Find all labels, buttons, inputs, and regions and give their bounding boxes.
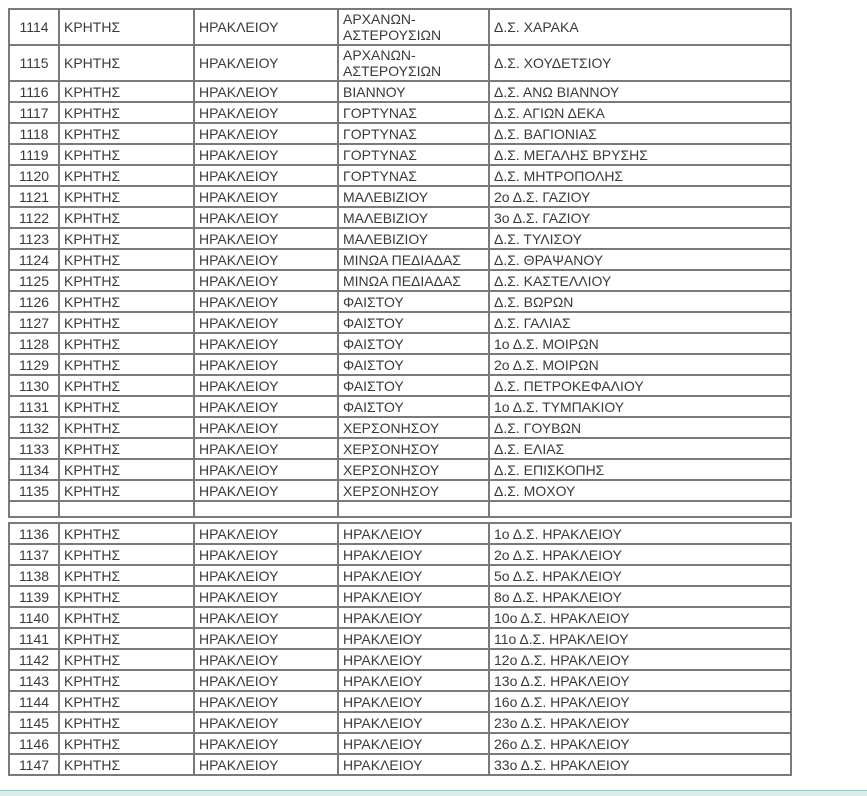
- cell-prefecture: ΗΡΑΚΛΕΙΟΥ: [194, 691, 338, 712]
- table-row: [9, 102, 791, 123]
- cell-region: ΚΡΗΤΗΣ: [59, 249, 194, 270]
- cell-region: ΚΡΗΤΗΣ: [59, 670, 194, 691]
- table-row: [9, 649, 791, 670]
- cell-municipality: ΧΕΡΣΟΝΗΣΟΥ: [338, 480, 489, 501]
- table-row: [9, 291, 791, 312]
- cell-municipality: ΜΑΛΕΒΙΖΙΟΥ: [338, 228, 489, 249]
- cell-municipality: ΗΡΑΚΛΕΙΟΥ: [338, 607, 489, 628]
- cell-prefecture: ΗΡΑΚΛΕΙΟΥ: [194, 565, 338, 586]
- table-row: [9, 45, 791, 81]
- cell-school: Δ.Σ. ΓΟΥΒΩΝ: [489, 417, 791, 438]
- table-row: [9, 165, 791, 186]
- cell-region: ΚΡΗΤΗΣ: [59, 9, 194, 45]
- table-row: [9, 754, 791, 775]
- cell-school: Δ.Σ. ΚΑΣΤΕΛΛΙΟΥ: [489, 270, 791, 291]
- cell-school: 1ο Δ.Σ. ΗΡΑΚΛΕΙΟΥ: [489, 523, 791, 544]
- cell-municipality: ΗΡΑΚΛΕΙΟΥ: [338, 628, 489, 649]
- cell-school: 5ο Δ.Σ. ΗΡΑΚΛΕΙΟΥ: [489, 565, 791, 586]
- cell-municipality: ΗΡΑΚΛΕΙΟΥ: [338, 649, 489, 670]
- cell-school: 12ο Δ.Σ. ΗΡΑΚΛΕΙΟΥ: [489, 649, 791, 670]
- cell-school: Δ.Σ. ΜΗΤΡΟΠΟΛΗΣ: [489, 165, 791, 186]
- school-table-block-1: [8, 8, 792, 518]
- cell-municipality: ΦΑΙΣΤΟΥ: [338, 354, 489, 375]
- cell-school: Δ.Σ. ΘΡΑΨΑΝΟΥ: [489, 249, 791, 270]
- cell-index: 1138: [9, 565, 59, 586]
- cell-municipality: ΜΙΝΩΑ ΠΕΔΙΑΔΑΣ: [338, 249, 489, 270]
- cell-municipality: ΗΡΑΚΛΕΙΟΥ: [338, 733, 489, 754]
- cell-prefecture: ΗΡΑΚΛΕΙΟΥ: [194, 207, 338, 228]
- cell-prefecture: ΗΡΑΚΛΕΙΟΥ: [194, 417, 338, 438]
- cell-prefecture: ΗΡΑΚΛΕΙΟΥ: [194, 165, 338, 186]
- cell-prefecture: ΗΡΑΚΛΕΙΟΥ: [194, 544, 338, 565]
- cell-school: Δ.Σ. ΤΥΛΙΣΟΥ: [489, 228, 791, 249]
- cell-index: 1121: [9, 186, 59, 207]
- cell-municipality: ΓΟΡΤΥΝΑΣ: [338, 165, 489, 186]
- cell-index: 1119: [9, 144, 59, 165]
- cell-prefecture: ΗΡΑΚΛΕΙΟΥ: [194, 649, 338, 670]
- cell-municipality: ΗΡΑΚΛΕΙΟΥ: [338, 544, 489, 565]
- cell-school: 26ο Δ.Σ. ΗΡΑΚΛΕΙΟΥ: [489, 733, 791, 754]
- cell-school: 33ο Δ.Σ. ΗΡΑΚΛΕΙΟΥ: [489, 754, 791, 775]
- cell-index: 1122: [9, 207, 59, 228]
- table-row: [9, 544, 791, 565]
- cell-index: 1120: [9, 165, 59, 186]
- cell-prefecture: ΗΡΑΚΛΕΙΟΥ: [194, 523, 338, 544]
- cell-school: 11ο Δ.Σ. ΗΡΑΚΛΕΙΟΥ: [489, 628, 791, 649]
- cell-index: 1135: [9, 480, 59, 501]
- cell-municipality: ΜΑΛΕΒΙΖΙΟΥ: [338, 207, 489, 228]
- cell-region: ΚΡΗΤΗΣ: [59, 144, 194, 165]
- cell-prefecture: ΗΡΑΚΛΕΙΟΥ: [194, 123, 338, 144]
- cell-municipality: ΑΡΧΑΝΩΝ-ΑΣΤΕΡΟΥΣΙΩΝ: [338, 9, 489, 45]
- cell-region: ΚΡΗΤΗΣ: [59, 375, 194, 396]
- cell-school: 16ο Δ.Σ. ΗΡΑΚΛΕΙΟΥ: [489, 691, 791, 712]
- cell-school: Δ.Σ. ΧΑΡΑΚΑ: [489, 9, 791, 45]
- table-row: [9, 438, 791, 459]
- cell-prefecture: ΗΡΑΚΛΕΙΟΥ: [194, 102, 338, 123]
- cell-region: ΚΡΗΤΗΣ: [59, 459, 194, 480]
- table-row: [9, 81, 791, 102]
- cell-region: [59, 501, 194, 517]
- cell-index: 1139: [9, 586, 59, 607]
- cell-municipality: ΗΡΑΚΛΕΙΟΥ: [338, 586, 489, 607]
- cell-prefecture: ΗΡΑΚΛΕΙΟΥ: [194, 480, 338, 501]
- cell-municipality: ΦΑΙΣΤΟΥ: [338, 396, 489, 417]
- cell-region: ΚΡΗΤΗΣ: [59, 754, 194, 775]
- cell-region: ΚΡΗΤΗΣ: [59, 207, 194, 228]
- cell-region: ΚΡΗΤΗΣ: [59, 607, 194, 628]
- cell-region: ΚΡΗΤΗΣ: [59, 123, 194, 144]
- cell-school: Δ.Σ. ΧΟΥΔΕΤΣΙΟΥ: [489, 45, 791, 81]
- cell-municipality: ΦΑΙΣΤΟΥ: [338, 333, 489, 354]
- cell-prefecture: ΗΡΑΚΛΕΙΟΥ: [194, 459, 338, 480]
- cell-school: 2ο Δ.Σ. ΜΟΙΡΩΝ: [489, 354, 791, 375]
- cell-school: 8ο Δ.Σ. ΗΡΑΚΛΕΙΟΥ: [489, 586, 791, 607]
- table-row: [9, 586, 791, 607]
- cell-municipality: ΦΑΙΣΤΟΥ: [338, 291, 489, 312]
- table-row: [9, 270, 791, 291]
- table-row: [9, 417, 791, 438]
- cell-region: ΚΡΗΤΗΣ: [59, 438, 194, 459]
- cell-prefecture: ΗΡΑΚΛΕΙΟΥ: [194, 249, 338, 270]
- cell-school: Δ.Σ. ΓΑΛΙΑΣ: [489, 312, 791, 333]
- cell-municipality: ΓΟΡΤΥΝΑΣ: [338, 144, 489, 165]
- page-footer-accent-bar: [0, 790, 867, 796]
- cell-municipality: ΦΑΙΣΤΟΥ: [338, 375, 489, 396]
- cell-school: Δ.Σ. ΒΑΓΙΟΝΙΑΣ: [489, 123, 791, 144]
- table-row: [9, 186, 791, 207]
- cell-index: 1144: [9, 691, 59, 712]
- cell-region: ΚΡΗΤΗΣ: [59, 165, 194, 186]
- cell-municipality: ΑΡΧΑΝΩΝ-ΑΣΤΕΡΟΥΣΙΩΝ: [338, 45, 489, 81]
- table-row: [9, 333, 791, 354]
- cell-index: 1123: [9, 228, 59, 249]
- table-row: [9, 565, 791, 586]
- cell-prefecture: ΗΡΑΚΛΕΙΟΥ: [194, 354, 338, 375]
- table-row: [9, 480, 791, 501]
- cell-index: 1124: [9, 249, 59, 270]
- cell-index: 1117: [9, 102, 59, 123]
- cell-index: 1130: [9, 375, 59, 396]
- cell-region: ΚΡΗΤΗΣ: [59, 270, 194, 291]
- cell-region: ΚΡΗΤΗΣ: [59, 712, 194, 733]
- cell-index: 1126: [9, 291, 59, 312]
- cell-school: Δ.Σ. ΑΝΩ ΒΙΑΝΝΟΥ: [489, 81, 791, 102]
- cell-municipality: ΗΡΑΚΛΕΙΟΥ: [338, 523, 489, 544]
- table-row: [9, 123, 791, 144]
- cell-prefecture: ΗΡΑΚΛΕΙΟΥ: [194, 670, 338, 691]
- cell-prefecture: ΗΡΑΚΛΕΙΟΥ: [194, 628, 338, 649]
- cell-region: ΚΡΗΤΗΣ: [59, 186, 194, 207]
- cell-municipality: ΗΡΑΚΛΕΙΟΥ: [338, 565, 489, 586]
- cell-region: ΚΡΗΤΗΣ: [59, 102, 194, 123]
- table-row: [9, 691, 791, 712]
- table-body-2: [9, 523, 791, 775]
- cell-index: 1128: [9, 333, 59, 354]
- cell-index: [9, 501, 59, 517]
- table-row: [9, 712, 791, 733]
- cell-prefecture: ΗΡΑΚΛΕΙΟΥ: [194, 144, 338, 165]
- table-row: [9, 501, 791, 517]
- table-row: [9, 228, 791, 249]
- cell-school: Δ.Σ. ΠΕΤΡΟΚΕΦΑΛΙΟΥ: [489, 375, 791, 396]
- table-row: [9, 144, 791, 165]
- cell-index: 1141: [9, 628, 59, 649]
- cell-school: [489, 501, 791, 517]
- cell-school: 3ο Δ.Σ. ΓΑΖΙΟΥ: [489, 207, 791, 228]
- cell-municipality: ΗΡΑΚΛΕΙΟΥ: [338, 691, 489, 712]
- cell-school: 2ο Δ.Σ. ΓΑΖΙΟΥ: [489, 186, 791, 207]
- cell-index: 1132: [9, 417, 59, 438]
- table-row: [9, 9, 791, 45]
- cell-municipality: [338, 501, 489, 517]
- cell-region: ΚΡΗΤΗΣ: [59, 417, 194, 438]
- table-row: [9, 375, 791, 396]
- cell-school: Δ.Σ. ΑΓΙΩΝ ΔΕΚΑ: [489, 102, 791, 123]
- cell-municipality: ΗΡΑΚΛΕΙΟΥ: [338, 670, 489, 691]
- table-row: [9, 733, 791, 754]
- cell-municipality: ΒΙΑΝΝΟΥ: [338, 81, 489, 102]
- table-row: [9, 312, 791, 333]
- table-row: [9, 396, 791, 417]
- cell-prefecture: ΗΡΑΚΛΕΙΟΥ: [194, 733, 338, 754]
- cell-index: 1116: [9, 81, 59, 102]
- cell-index: 1133: [9, 438, 59, 459]
- table-row: [9, 523, 791, 544]
- cell-region: ΚΡΗΤΗΣ: [59, 628, 194, 649]
- cell-prefecture: ΗΡΑΚΛΕΙΟΥ: [194, 228, 338, 249]
- cell-region: ΚΡΗΤΗΣ: [59, 354, 194, 375]
- cell-region: ΚΡΗΤΗΣ: [59, 396, 194, 417]
- cell-index: 1146: [9, 733, 59, 754]
- cell-municipality: ΧΕΡΣΟΝΗΣΟΥ: [338, 417, 489, 438]
- cell-municipality: ΗΡΑΚΛΕΙΟΥ: [338, 712, 489, 733]
- cell-region: ΚΡΗΤΗΣ: [59, 480, 194, 501]
- cell-municipality: ΓΟΡΤΥΝΑΣ: [338, 102, 489, 123]
- cell-municipality: ΦΑΙΣΤΟΥ: [338, 312, 489, 333]
- cell-index: 1131: [9, 396, 59, 417]
- cell-school: Δ.Σ. ΕΛΙΑΣ: [489, 438, 791, 459]
- table-row: [9, 607, 791, 628]
- cell-school: Δ.Σ. ΒΩΡΩΝ: [489, 291, 791, 312]
- cell-municipality: ΓΟΡΤΥΝΑΣ: [338, 123, 489, 144]
- cell-prefecture: ΗΡΑΚΛΕΙΟΥ: [194, 291, 338, 312]
- table-row: [9, 459, 791, 480]
- cell-school: 10ο Δ.Σ. ΗΡΑΚΛΕΙΟΥ: [489, 607, 791, 628]
- table-row: [9, 354, 791, 375]
- table-row: [9, 670, 791, 691]
- cell-region: ΚΡΗΤΗΣ: [59, 544, 194, 565]
- cell-index: 1134: [9, 459, 59, 480]
- cell-region: ΚΡΗΤΗΣ: [59, 45, 194, 81]
- cell-prefecture: ΗΡΑΚΛΕΙΟΥ: [194, 45, 338, 81]
- cell-school: Δ.Σ. ΜΟΧΟΥ: [489, 480, 791, 501]
- cell-school: 2ο Δ.Σ. ΗΡΑΚΛΕΙΟΥ: [489, 544, 791, 565]
- cell-region: ΚΡΗΤΗΣ: [59, 565, 194, 586]
- cell-prefecture: ΗΡΑΚΛΕΙΟΥ: [194, 586, 338, 607]
- cell-municipality: ΧΕΡΣΟΝΗΣΟΥ: [338, 459, 489, 480]
- cell-prefecture: ΗΡΑΚΛΕΙΟΥ: [194, 607, 338, 628]
- cell-prefecture: ΗΡΑΚΛΕΙΟΥ: [194, 754, 338, 775]
- cell-prefecture: ΗΡΑΚΛΕΙΟΥ: [194, 375, 338, 396]
- cell-school: 13ο Δ.Σ. ΗΡΑΚΛΕΙΟΥ: [489, 670, 791, 691]
- cell-region: ΚΡΗΤΗΣ: [59, 312, 194, 333]
- cell-prefecture: ΗΡΑΚΛΕΙΟΥ: [194, 9, 338, 45]
- cell-index: 1137: [9, 544, 59, 565]
- cell-school: 1ο Δ.Σ. ΤΥΜΠΑΚΙΟΥ: [489, 396, 791, 417]
- cell-index: 1127: [9, 312, 59, 333]
- school-list: [8, 8, 792, 776]
- cell-prefecture: ΗΡΑΚΛΕΙΟΥ: [194, 312, 338, 333]
- cell-index: 1125: [9, 270, 59, 291]
- cell-region: ΚΡΗΤΗΣ: [59, 81, 194, 102]
- cell-prefecture: ΗΡΑΚΛΕΙΟΥ: [194, 712, 338, 733]
- cell-region: ΚΡΗΤΗΣ: [59, 733, 194, 754]
- cell-prefecture: ΗΡΑΚΛΕΙΟΥ: [194, 333, 338, 354]
- table-body-1: [9, 9, 791, 517]
- cell-region: ΚΡΗΤΗΣ: [59, 291, 194, 312]
- cell-prefecture: [194, 501, 338, 517]
- cell-index: 1118: [9, 123, 59, 144]
- cell-region: ΚΡΗΤΗΣ: [59, 333, 194, 354]
- cell-index: 1129: [9, 354, 59, 375]
- cell-school: 23ο Δ.Σ. ΗΡΑΚΛΕΙΟΥ: [489, 712, 791, 733]
- cell-index: 1142: [9, 649, 59, 670]
- cell-school: Δ.Σ. ΕΠΙΣΚΟΠΗΣ: [489, 459, 791, 480]
- cell-index: 1147: [9, 754, 59, 775]
- cell-region: ΚΡΗΤΗΣ: [59, 523, 194, 544]
- cell-index: 1143: [9, 670, 59, 691]
- school-table-block-2: [8, 522, 792, 776]
- table-row: [9, 249, 791, 270]
- cell-school: 1ο Δ.Σ. ΜΟΙΡΩΝ: [489, 333, 791, 354]
- cell-region: ΚΡΗΤΗΣ: [59, 228, 194, 249]
- cell-prefecture: ΗΡΑΚΛΕΙΟΥ: [194, 396, 338, 417]
- cell-index: 1140: [9, 607, 59, 628]
- cell-prefecture: ΗΡΑΚΛΕΙΟΥ: [194, 81, 338, 102]
- cell-index: 1136: [9, 523, 59, 544]
- cell-region: ΚΡΗΤΗΣ: [59, 586, 194, 607]
- cell-index: 1114: [9, 9, 59, 45]
- cell-index: 1145: [9, 712, 59, 733]
- cell-municipality: ΜΑΛΕΒΙΖΙΟΥ: [338, 186, 489, 207]
- cell-school: Δ.Σ. ΜΕΓΑΛΗΣ ΒΡΥΣΗΣ: [489, 144, 791, 165]
- table-row: [9, 207, 791, 228]
- cell-prefecture: ΗΡΑΚΛΕΙΟΥ: [194, 438, 338, 459]
- cell-index: 1115: [9, 45, 59, 81]
- cell-municipality: ΗΡΑΚΛΕΙΟΥ: [338, 754, 489, 775]
- cell-prefecture: ΗΡΑΚΛΕΙΟΥ: [194, 186, 338, 207]
- cell-municipality: ΜΙΝΩΑ ΠΕΔΙΑΔΑΣ: [338, 270, 489, 291]
- cell-prefecture: ΗΡΑΚΛΕΙΟΥ: [194, 270, 338, 291]
- table-row: [9, 628, 791, 649]
- cell-region: ΚΡΗΤΗΣ: [59, 649, 194, 670]
- cell-region: ΚΡΗΤΗΣ: [59, 691, 194, 712]
- cell-municipality: ΧΕΡΣΟΝΗΣΟΥ: [338, 438, 489, 459]
